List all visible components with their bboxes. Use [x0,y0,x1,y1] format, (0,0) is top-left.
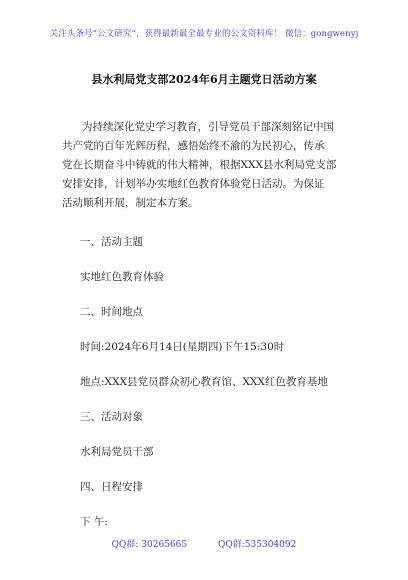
footer-qq-right: QQ群:535304092 [218,540,297,550]
section-heading-schedule: 四、日程安排 [80,481,143,493]
intro-line: 共产党的百年光辉历程，感悟始终不渝的为民初心，传承 [62,140,325,152]
section-text-schedule: 下 午: [80,516,108,528]
intro-line: 安排安排，计划举办实地红色教育体验党日活动。为保证 [62,178,325,190]
section-heading-target: 三、活动对象 [80,411,143,423]
section-text-time: 时间:2024年6月14日(星期四)下午15:30时 [80,341,285,353]
section-heading-time-place: 二、时间地点 [80,306,143,318]
intro-paragraph [62,118,358,213]
footer-qq-left: QQ群: 30265665 [111,540,188,550]
intro-line: 活动顺利开展，制定本方案。 [62,197,199,209]
section-text-place: 地点:XXX县党员群众初心教育馆、XXX红色教育基地 [80,376,328,388]
section-text-theme: 实地红色教育体验 [80,271,164,283]
intro-line: 党在长期奋斗中铸就的伟大精神，根据XXX县水利局党支部 [62,159,337,171]
section-heading-theme: 一、活动主题 [80,236,143,248]
promo-banner: 关注头条号“公文研究”，获得最新最全最专业的公文资料库！ 微信：gongwenyj [49,29,359,39]
intro-line: 为持续深化党史学习教育，引导党员干部深刻铭记中国 [82,121,334,133]
section-text-target: 水利局党员干部 [80,446,154,458]
document-title: 县水利局党支部2024年6月主题党日活动方案 [91,73,317,86]
footer-contact [0,537,408,550]
